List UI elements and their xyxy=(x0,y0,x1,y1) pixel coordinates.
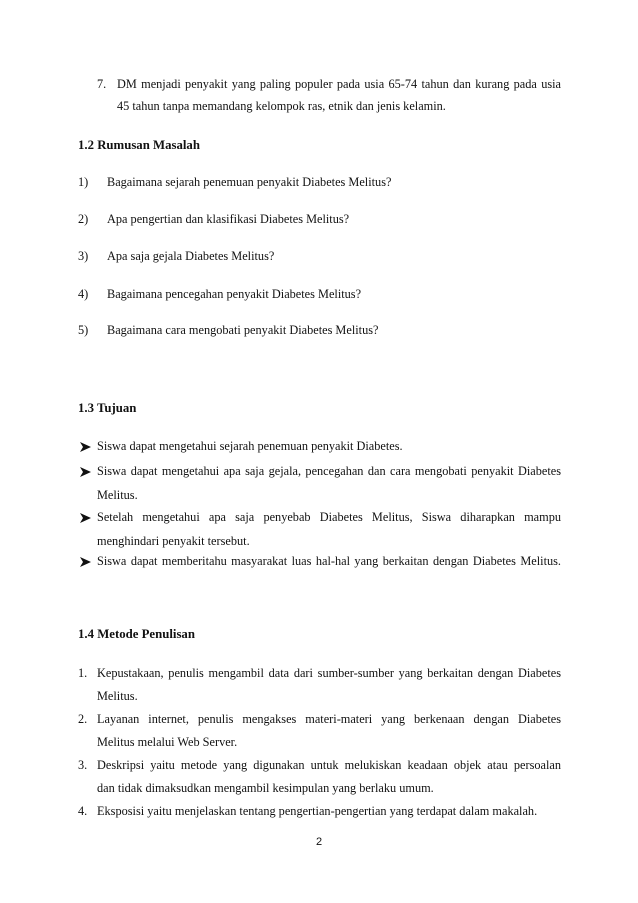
rumusan-item-number: 5) xyxy=(78,323,89,337)
metode-item-number: 4. xyxy=(78,804,88,818)
rumusan-item-text: Apa saja gejala Diabetes Melitus? xyxy=(107,249,275,263)
rumusan-item-number: 2) xyxy=(78,212,89,226)
arrow-bullet-icon xyxy=(79,512,92,524)
arrow-bullet-icon xyxy=(79,556,92,568)
tujuan-item-line: Melitus. xyxy=(97,488,138,502)
intro-item-line-2: 45 tahun tanpa memandang kelompok ras, etnik dan jenis kelamin. xyxy=(117,99,446,113)
intro-item-number: 7. xyxy=(97,77,107,91)
metode-item-line: Melitus. xyxy=(97,689,138,703)
tujuan-heading: 1.3 Tujuan xyxy=(78,401,137,415)
rumusan-item-text: Bagaimana cara mengobati penyakit Diabetes Melitus? xyxy=(107,323,379,337)
page-number: 2 xyxy=(315,836,323,848)
metode-item-line: Eksposisi yaitu menjelaskan tentang pengertian-pengertian yang terdapat dalam makalah. xyxy=(97,804,538,818)
rumusan-item-number: 3) xyxy=(78,249,89,263)
metode-heading: 1.4 Metode Penulisan xyxy=(78,627,195,641)
metode-item-line: Deskripsi yaitu metode yang digunakan untuk melukiskan keadaan objek atau persoalan xyxy=(97,758,561,772)
rumusan-item-text: Bagaimana sejarah penemuan penyakit Diabetes Melitus? xyxy=(107,175,392,189)
metode-item-line: dan tidak dimaksudkan mengambil kesimpulan yang berlaku umum. xyxy=(97,781,434,795)
tujuan-item-line: Siswa dapat memberitahu masyarakat luas hal-hal yang berkaitan dengan Diabetes Melitus. xyxy=(97,554,561,568)
metode-item-number: 3. xyxy=(78,758,88,772)
metode-item-line: Melitus melalui Web Server. xyxy=(97,735,238,749)
rumusan-item-number: 1) xyxy=(78,175,89,189)
rumusan-item-text: Apa pengertian dan klasifikasi Diabetes Melitus? xyxy=(107,212,350,226)
arrow-bullet-icon xyxy=(79,466,92,478)
metode-item-number: 1. xyxy=(78,666,88,680)
tujuan-item-line: Setelah mengetahui apa saja penyebab Diabetes Melitus, Siswa diharapkan mampu xyxy=(97,510,561,524)
tujuan-item-line: menghindari penyakit tersebut. xyxy=(97,534,250,548)
metode-item-line: Kepustakaan, penulis mengambil data dari sumber-sumber yang berkaitan dengan Diabetes xyxy=(97,666,561,680)
metode-item-number: 2. xyxy=(78,712,88,726)
tujuan-item-line: Siswa dapat mengetahui sejarah penemuan penyakit Diabetes. xyxy=(97,439,403,453)
arrow-bullet-icon xyxy=(79,441,92,453)
rumusan-heading: 1.2 Rumusan Masalah xyxy=(78,138,200,152)
tujuan-item-line: Siswa dapat mengetahui apa saja gejala, pencegahan dan cara mengobati penyakit Diabetes xyxy=(97,464,561,478)
rumusan-item-number: 4) xyxy=(78,287,89,301)
metode-item-line: Layanan internet, penulis mengakses materi-materi yang berkenaan dengan Diabetes xyxy=(97,712,561,726)
intro-item-line-1: DM menjadi penyakit yang paling populer pada usia 65-74 tahun dan kurang pada usia xyxy=(117,77,561,91)
rumusan-item-text: Bagaimana pencegahan penyakit Diabetes Melitus? xyxy=(107,287,362,301)
